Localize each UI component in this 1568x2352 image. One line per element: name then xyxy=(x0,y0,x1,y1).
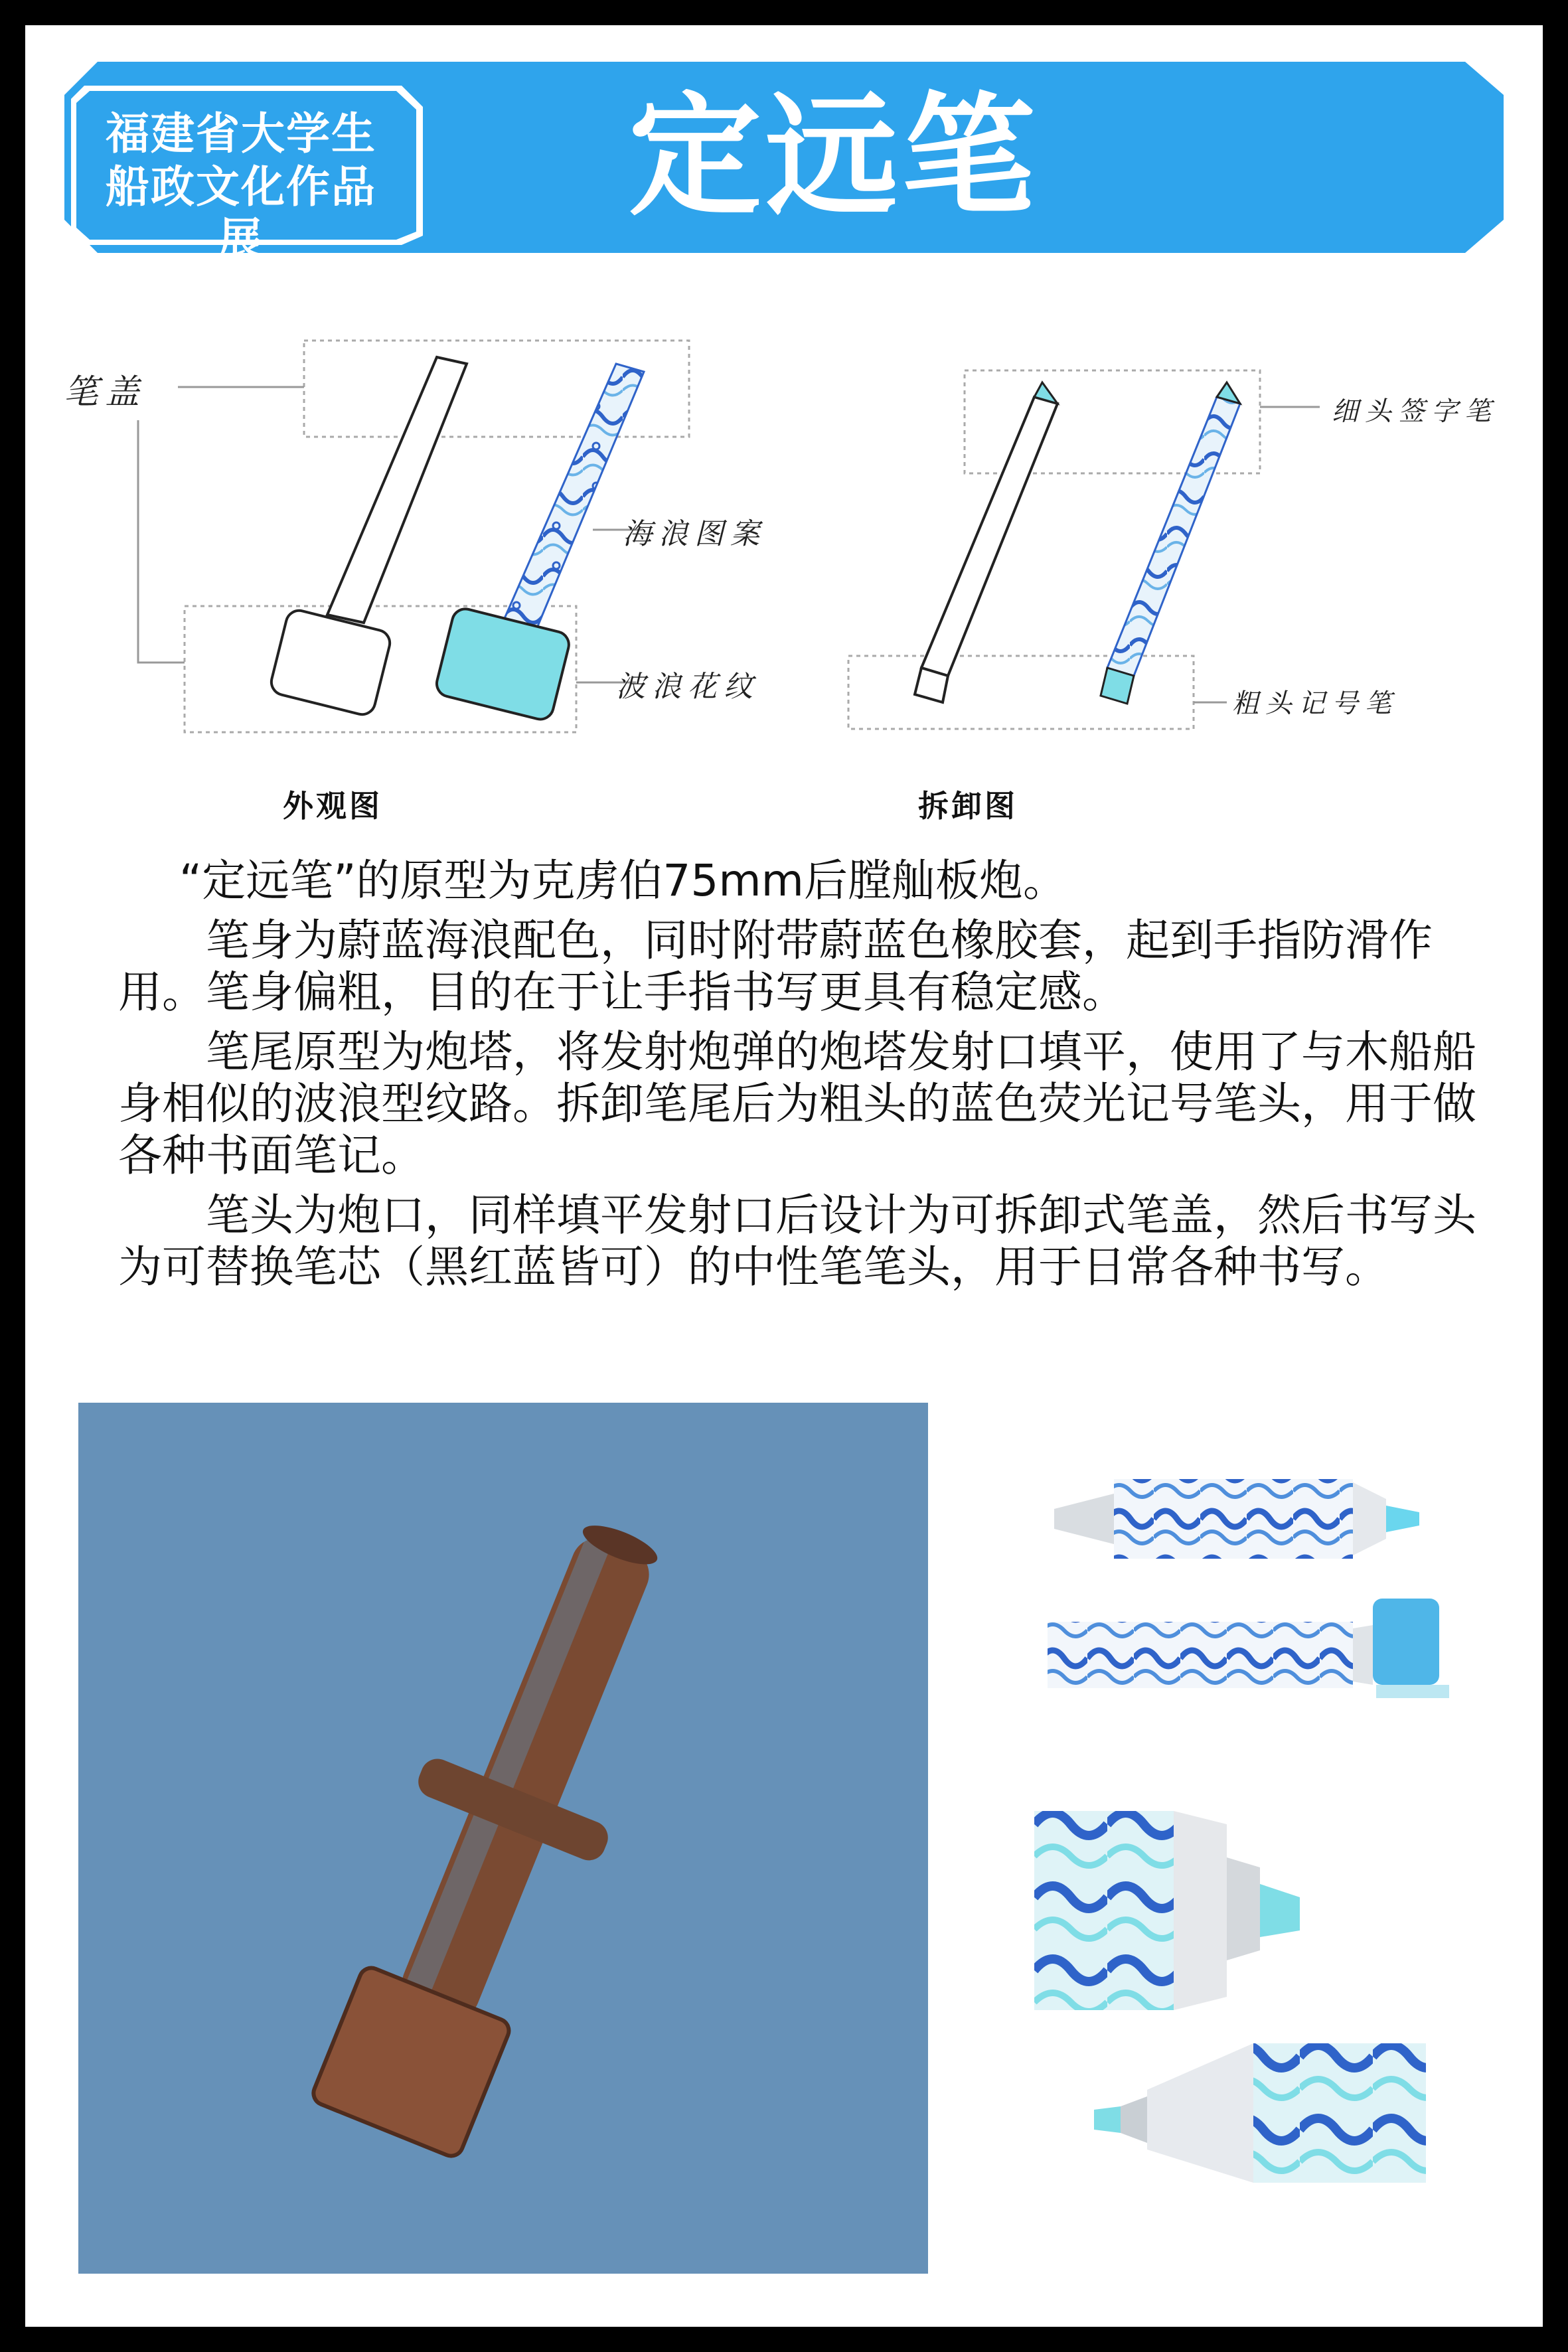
description-paragraph-1: “定远笔”的原型为克虏伯75mm后膛舢板炮。 xyxy=(179,855,1067,906)
cannon-photo-panel xyxy=(78,1403,928,2274)
cannon-photo xyxy=(78,1403,928,2274)
description-paragraph-2: 笔身为蔚蓝海浪配色，同时附带蔚蓝色橡胶套，起到手指防滑作用。笔身偏粗，目的在于让手指书写更具有稳定感。 xyxy=(118,915,1433,1018)
description-paragraph-4: 笔头为炮口，同样填平发射口后设计为可拆卸式笔盖，然后书写头为可替换笔芯（黑红蓝皆可）的中性笔笔头，用于日常各种书写。 xyxy=(118,1190,1476,1293)
white-pen-disassembled xyxy=(915,382,1058,702)
header-banner xyxy=(64,62,1504,264)
callout-wave-texture: 波浪花纹 xyxy=(616,670,759,704)
page-title: 定远笔 xyxy=(629,80,1040,234)
pen-render-body xyxy=(1041,1592,1452,1711)
poster xyxy=(25,25,1543,2327)
callout-wave-pattern: 海浪图案 xyxy=(623,517,766,551)
callout-marker: 粗头记号笔 xyxy=(1232,688,1398,719)
description xyxy=(118,855,1486,1301)
pen-render-cap xyxy=(1014,1452,1439,1585)
pen-render-tip-closeup xyxy=(1081,2030,1433,2216)
description-paragraph-3: 笔尾原型为炮塔，将发射炮弹的炮塔发射口填平，使用了与木船船身相似的波浪型纹路。拆卸笔尾后为粗头的蓝色荧光记号笔头，用于做各种书面笔记。 xyxy=(118,1026,1476,1181)
caption-appearance: 外观图 xyxy=(283,788,382,824)
callout-cap: 笔盖 xyxy=(64,372,147,412)
pen-render-marker-closeup xyxy=(1034,1798,1313,2023)
caption-disassembly: 拆卸图 xyxy=(918,788,1018,824)
blue-pen-illustration xyxy=(434,364,644,722)
badge-line-2: 船政文化作品展 xyxy=(106,161,376,264)
white-pen-outline xyxy=(269,357,467,717)
badge-line-1: 福建省大学生 xyxy=(106,108,376,159)
callout-fine-tip: 细头签字笔 xyxy=(1332,396,1498,427)
